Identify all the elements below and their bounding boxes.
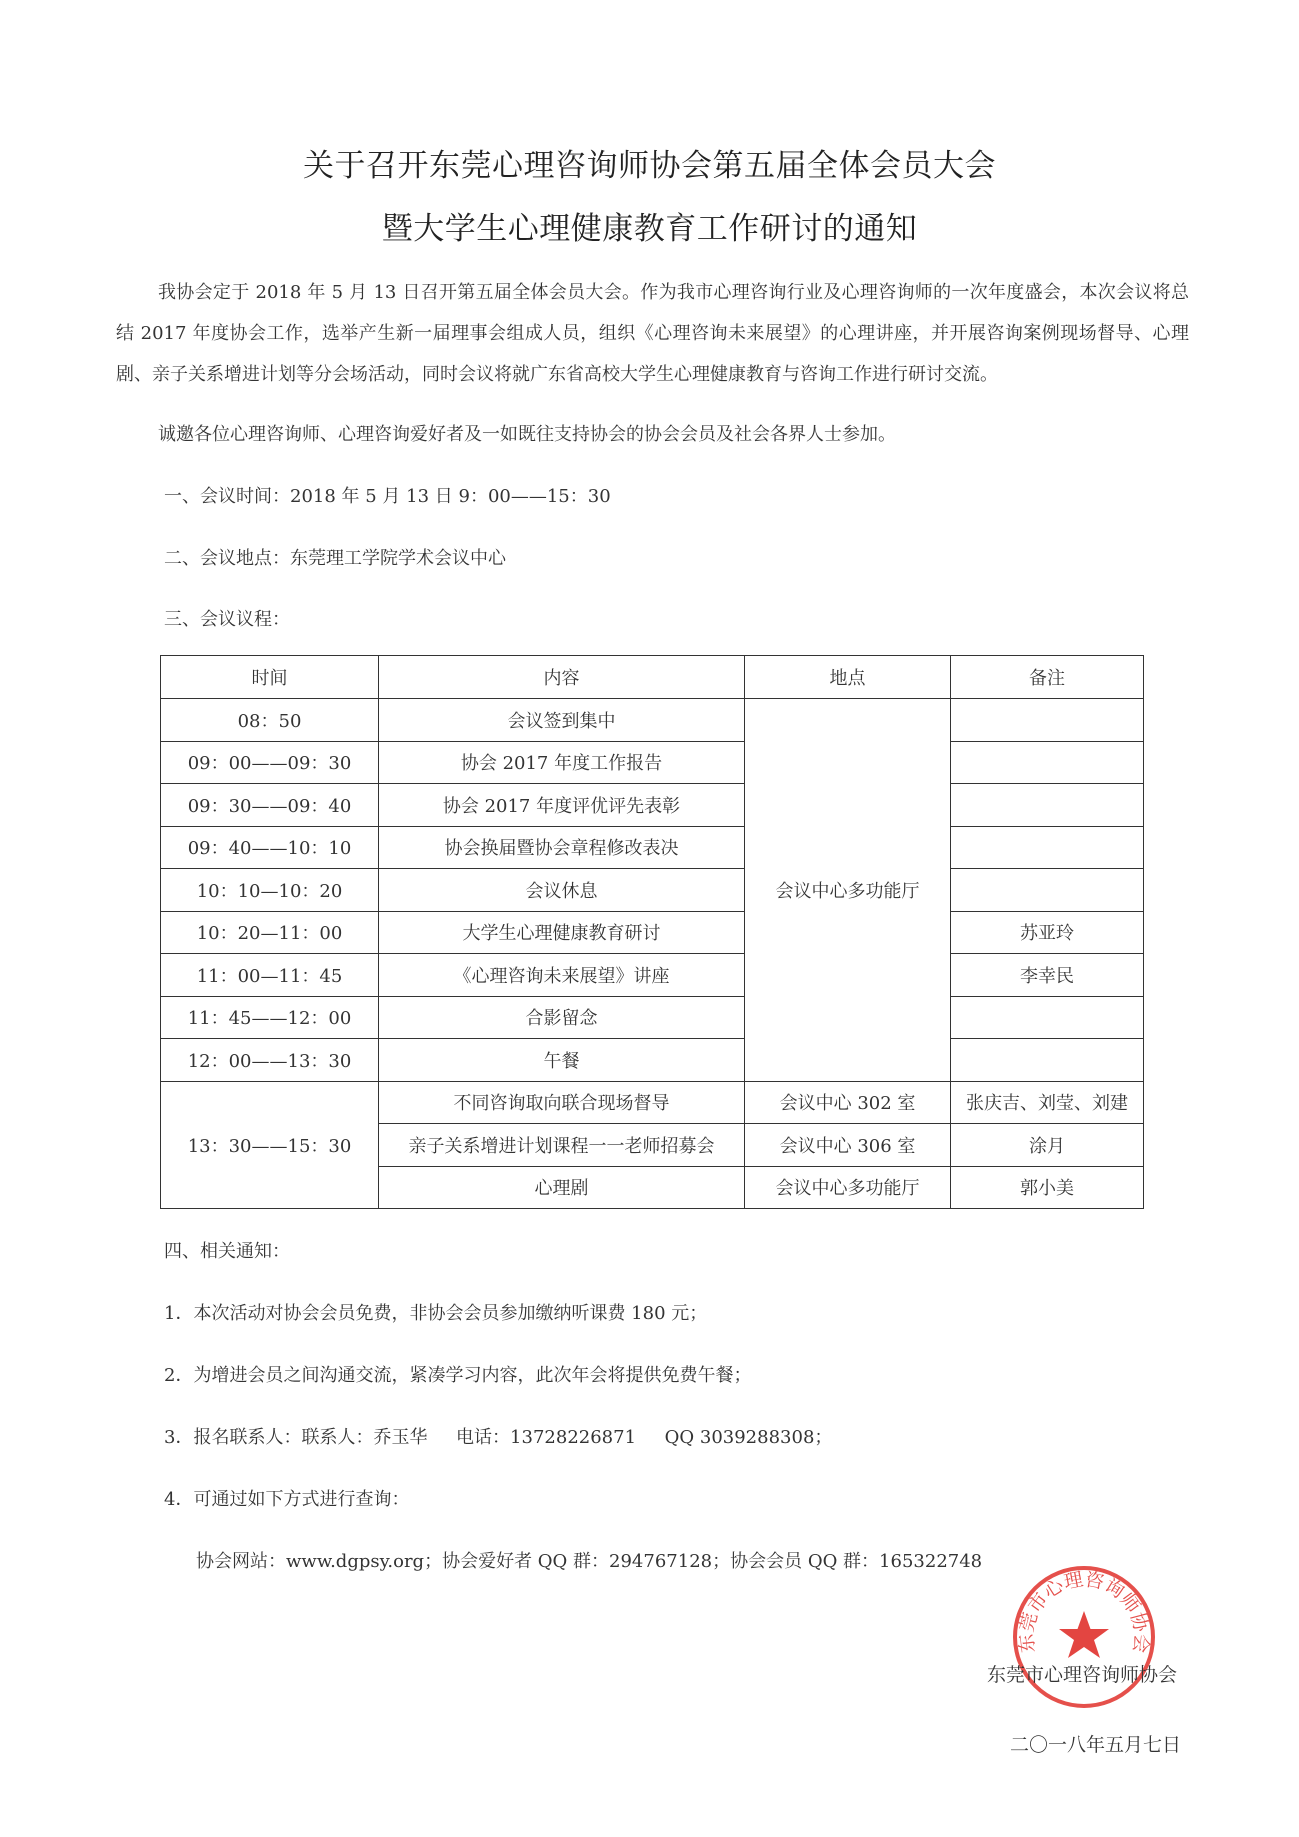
note-cell xyxy=(951,699,1144,742)
notice-item: 4．可通过如下方式进行查询： xyxy=(164,1489,410,1510)
table-row xyxy=(161,1081,1144,1124)
table-row xyxy=(161,996,1144,1039)
table-row xyxy=(161,911,1144,954)
content-cell: 协会换届暨协会章程修改表决 xyxy=(379,826,745,869)
content-cell: 《心理咨询未来展望》讲座 xyxy=(379,954,745,997)
note-cell: 郭小美 xyxy=(951,1166,1144,1209)
content-cell: 会议签到集中 xyxy=(379,699,745,742)
time-cell: 09：40——10：10 xyxy=(161,826,379,869)
time-cell: 10：10—10：20 xyxy=(161,869,379,912)
location-cell: 会议中心 306 室 xyxy=(745,1124,951,1167)
note-cell xyxy=(951,826,1144,869)
note-cell: 李幸民 xyxy=(951,954,1144,997)
content-cell: 心理剧 xyxy=(379,1166,745,1209)
content-cell: 亲子关系增进计划课程一一老师招募会 xyxy=(379,1124,745,1167)
note-cell xyxy=(951,784,1144,827)
note-cell: 张庆吉、刘莹、刘建 xyxy=(951,1081,1144,1124)
content-cell: 协会 2017 年度工作报告 xyxy=(379,741,745,784)
document-title-line-2: 暨大学生心理健康教育工作研讨的通知 xyxy=(381,211,918,247)
table-row xyxy=(161,741,1144,784)
content-cell: 大学生心理健康教育研讨 xyxy=(379,911,745,954)
document-title-line-1: 关于召开东莞心理咨询师协会第五届全体会员大会 xyxy=(303,148,996,184)
time-cell: 11：45——12：00 xyxy=(161,996,379,1039)
organization-signature: 东莞市心理咨询师协会 xyxy=(987,1664,1178,1686)
time-cell: 12：00——13：30 xyxy=(161,1039,379,1082)
time-cell: 09：30——09：40 xyxy=(161,784,379,827)
contact-info: 协会网站：www.dgpsy.org；协会爱好者 QQ 群：294767128；协会会员 QQ 群：165322748 xyxy=(196,1551,983,1572)
content-cell: 午餐 xyxy=(379,1039,745,1082)
content-cell: 不同咨询取向联合现场督导 xyxy=(379,1081,745,1124)
agenda-heading: 三、会议议程： xyxy=(164,609,290,630)
notice-item: 1．本次活动对协会会员免费，非协会会员参加缴纳听课费 180 元； xyxy=(164,1303,708,1324)
note-cell: 苏亚玲 xyxy=(951,911,1144,954)
column-header-time: 时间 xyxy=(161,656,379,699)
notice-item: 2．为增进会员之间沟通交流，紧凑学习内容，此次年会将提供免费午餐； xyxy=(164,1365,752,1386)
content-cell: 协会 2017 年度评优评先表彰 xyxy=(379,784,745,827)
meeting-place: 二、会议地点：东莞理工学院学术会议中心 xyxy=(164,548,506,569)
issue-date: 二〇一八年五月七日 xyxy=(1010,1734,1182,1756)
official-seal-stamp xyxy=(1010,1563,1158,1711)
column-header-note: 备注 xyxy=(951,656,1144,699)
location-cell: 会议中心 302 室 xyxy=(745,1081,951,1124)
time-cell: 09：00——09：30 xyxy=(161,741,379,784)
invitation-text: 诚邀各位心理咨询师、心理咨询爱好者及一如既往支持协会的协会会员及社会各界人士参加。 xyxy=(158,424,896,445)
note-cell xyxy=(951,1039,1144,1082)
table-row xyxy=(161,826,1144,869)
column-header-location: 地点 xyxy=(745,656,951,699)
agenda-header-row xyxy=(161,656,1144,699)
notice-item: 3．报名联系人：联系人：乔玉华 电话：13728226871 QQ 3039288308； xyxy=(164,1427,833,1448)
time-cell: 08：50 xyxy=(161,699,379,742)
intro-paragraph: 我协会定于 2018 年 5 月 13 日召开第五届全体会员大会。作为我市心理咨询行业及心理咨询师的一次年度盛会，本次会议将总结 2017 年度协会工作，选举产生新一届理事会组成人员，组织《心理咨询未来展望》的心理讲座，并开展咨询案例现场督导、心理剧、亲子关系增进计划等分会场活动，同时会议将就广东省高校大学生心理健康教育与咨询工作进行研讨交流。 xyxy=(116,282,1189,385)
location-cell-merged: 会议中心多功能厅 xyxy=(745,699,951,1082)
notice-heading: 四、相关通知： xyxy=(164,1241,290,1262)
note-cell xyxy=(951,741,1144,784)
note-cell xyxy=(951,996,1144,1039)
location-cell: 会议中心多功能厅 xyxy=(745,1166,951,1209)
note-cell xyxy=(951,869,1144,912)
table-row xyxy=(161,869,1144,912)
table-row xyxy=(161,699,1144,742)
time-cell-merged: 13：30——15：30 xyxy=(161,1081,379,1209)
time-cell: 11：00—11：45 xyxy=(161,954,379,997)
note-cell: 涂月 xyxy=(951,1124,1144,1167)
time-cell: 10：20—11：00 xyxy=(161,911,379,954)
svg-text:东莞市心理咨询师协会: 东莞市心理咨询师协会 xyxy=(1015,1568,1153,1655)
column-header-content: 内容 xyxy=(379,656,745,699)
table-row xyxy=(161,784,1144,827)
content-cell: 合影留念 xyxy=(379,996,745,1039)
meeting-time: 一、会议时间：2018 年 5 月 13 日 9：00——15：30 xyxy=(164,486,611,507)
agenda-table xyxy=(160,655,1144,1209)
table-row xyxy=(161,1039,1144,1082)
content-cell: 会议休息 xyxy=(379,869,745,912)
table-row xyxy=(161,954,1144,997)
